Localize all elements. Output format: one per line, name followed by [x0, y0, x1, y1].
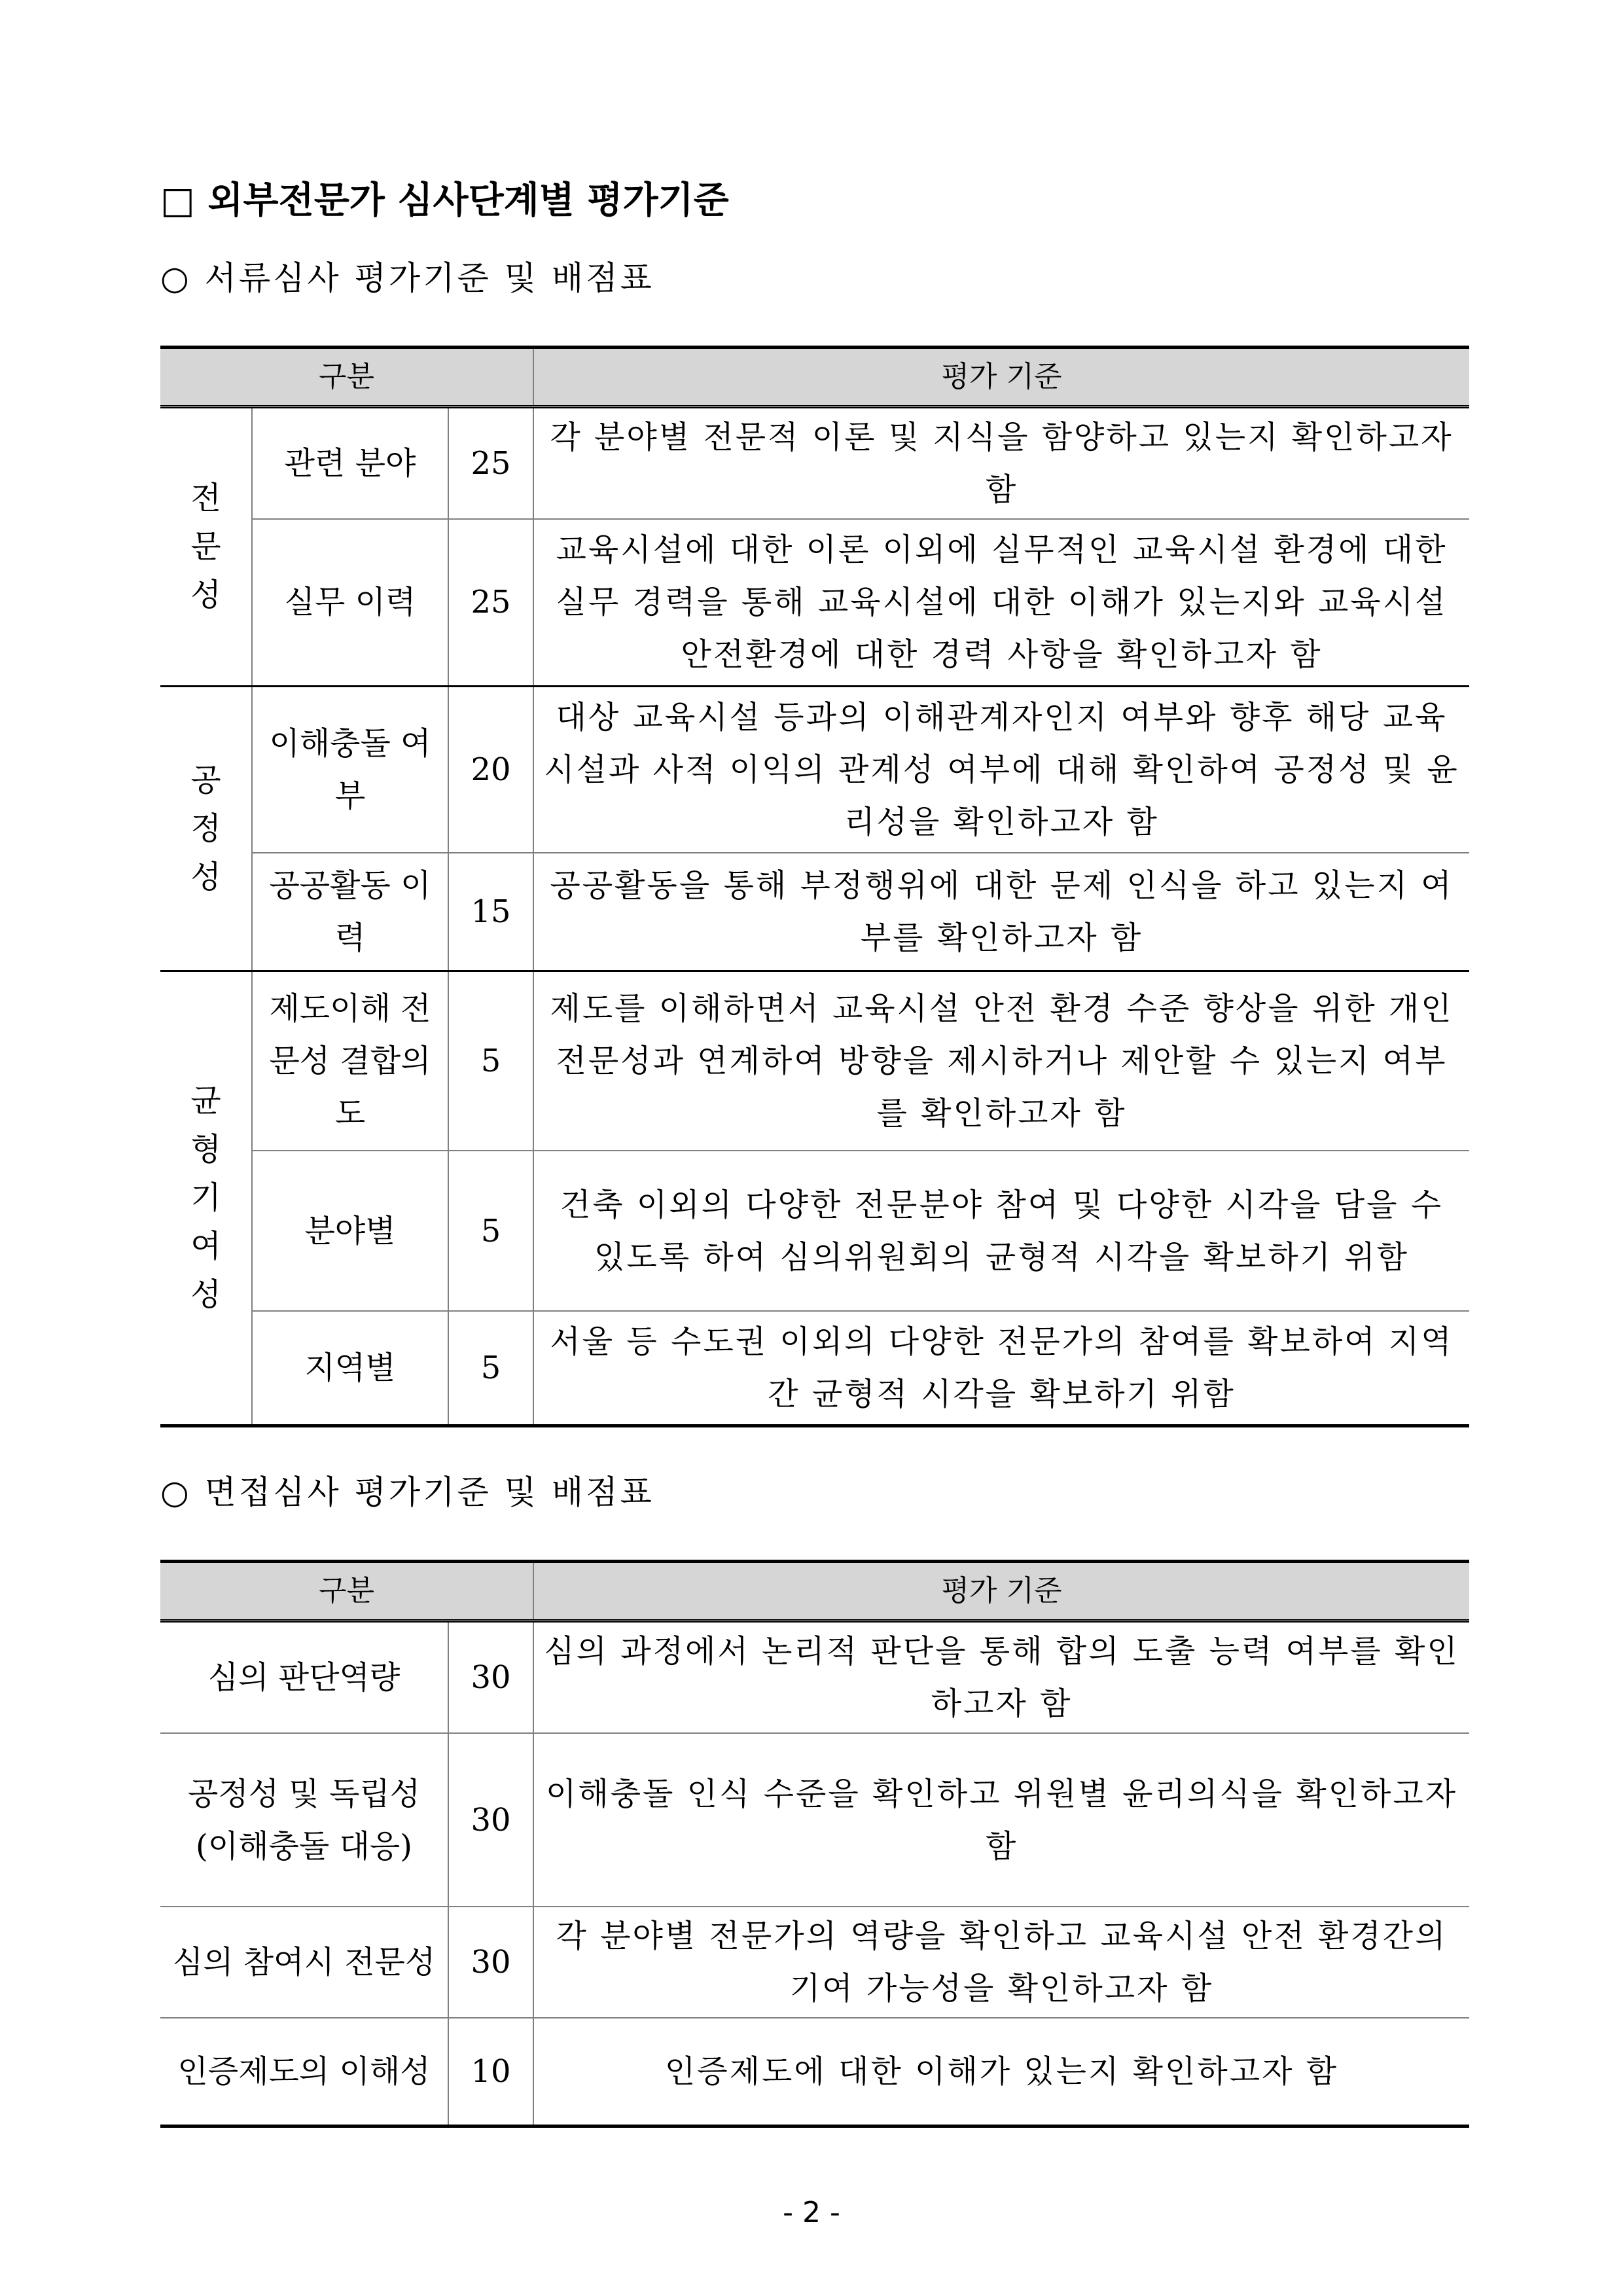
section-heading: □ 외부전문가 심사단계별 평가기준 — [160, 179, 729, 222]
score-cell: 30 — [448, 1907, 533, 2018]
item-cell: 인증제도의 이해성 — [160, 2018, 448, 2126]
score-cell: 5 — [448, 971, 533, 1151]
table-row — [160, 519, 1469, 686]
table-row — [160, 1621, 1469, 1734]
table-header-row — [160, 348, 1469, 407]
item-cell: 분야별 — [252, 1151, 448, 1311]
item-cell: 공정성 및 독립성 (이해충돌 대응) — [160, 1733, 448, 1907]
criteria-cell: 서울 등 수도권 이외의 다양한 전문가의 참여를 확보하여 지역 간 균형적 시각을 확보하기 위함 — [533, 1311, 1469, 1426]
criteria-cell: 건축 이외의 다양한 전문분야 참여 및 다양한 시각을 담을 수 있도록 하여 심의위원회의 균형적 시각을 확보하기 위함 — [533, 1151, 1469, 1311]
criteria-cell: 교육시설에 대한 이론 이외에 실무적인 교육시설 환경에 대한 실무 경력을 통해 교육시설에 대한 이해가 있는지와 교육시설 안전환경에 대한 경력 사항을 확인하고자 함 — [533, 519, 1469, 686]
score-cell: 20 — [448, 686, 533, 853]
header-criteria: 평가 기준 — [533, 348, 1469, 407]
header-criteria: 평가 기준 — [533, 1562, 1469, 1621]
score-cell: 25 — [448, 519, 533, 686]
interview-review-table — [160, 1560, 1469, 2128]
table-row — [160, 971, 1469, 1151]
header-category: 구분 — [160, 1562, 533, 1621]
score-cell: 30 — [448, 1621, 533, 1734]
item-cell: 심의 참여시 전문성 — [160, 1907, 448, 2018]
table-row — [160, 853, 1469, 971]
document-review-title: ○ 서류심사 평가기준 및 배점표 — [160, 259, 654, 297]
criteria-cell: 각 분야별 전문적 이론 및 지식을 함양하고 있는지 확인하고자 함 — [533, 407, 1469, 520]
category-fairness: 공 정 성 — [160, 686, 252, 971]
table-header-row — [160, 1562, 1469, 1621]
category-expertise: 전 문 성 — [160, 407, 252, 687]
score-cell: 5 — [448, 1311, 533, 1426]
score-cell: 10 — [448, 2018, 533, 2126]
item-cell: 공공활동 이력 — [252, 853, 448, 971]
header-category: 구분 — [160, 348, 533, 407]
criteria-cell: 이해충돌 인식 수준을 확인하고 위원별 윤리의식을 확인하고자 함 — [533, 1733, 1469, 1907]
item-cell: 이해충돌 여부 — [252, 686, 448, 853]
criteria-cell: 심의 과정에서 논리적 판단을 통해 합의 도출 능력 여부를 확인하고자 함 — [533, 1621, 1469, 1734]
category-balance: 균 형 기 여 성 — [160, 971, 252, 1426]
item-cell: 제도이해 전문성 결합의도 — [252, 971, 448, 1151]
table-row — [160, 686, 1469, 853]
criteria-cell: 대상 교육시설 등과의 이해관계자인지 여부와 향후 해당 교육시설과 사적 이익의 관계성 여부에 대해 확인하여 공정성 및 윤리성을 확인하고자 함 — [533, 686, 1469, 853]
criteria-cell: 각 분야별 전문가의 역량을 확인하고 교육시설 안전 환경간의 기여 가능성을 확인하고자 함 — [533, 1907, 1469, 2018]
score-cell: 25 — [448, 407, 533, 520]
item-cell: 관련 분야 — [252, 407, 448, 520]
table-row — [160, 2018, 1469, 2126]
item-cell: 지역별 — [252, 1311, 448, 1426]
criteria-cell: 제도를 이해하면서 교육시설 안전 환경 수준 향상을 위한 개인 전문성과 연계하여 방향을 제시하거나 제안할 수 있는지 여부를 확인하고자 함 — [533, 971, 1469, 1151]
item-cell: 심의 판단역량 — [160, 1621, 448, 1734]
interview-review-title: ○ 면접심사 평가기준 및 배점표 — [160, 1473, 654, 1511]
table-row — [160, 1311, 1469, 1426]
criteria-cell: 인증제도에 대한 이해가 있는지 확인하고자 함 — [533, 2018, 1469, 2126]
table-row — [160, 407, 1469, 520]
table-row — [160, 1151, 1469, 1311]
table-row — [160, 1907, 1469, 2018]
score-cell: 5 — [448, 1151, 533, 1311]
criteria-cell: 공공활동을 통해 부정행위에 대한 문제 인식을 하고 있는지 여부를 확인하고자 함 — [533, 853, 1469, 971]
document-review-table — [160, 346, 1469, 1427]
score-cell: 15 — [448, 853, 533, 971]
item-cell: 실무 이력 — [252, 519, 448, 686]
score-cell: 30 — [448, 1733, 533, 1907]
table-row — [160, 1733, 1469, 1907]
page-number: - 2 - — [783, 2196, 840, 2229]
